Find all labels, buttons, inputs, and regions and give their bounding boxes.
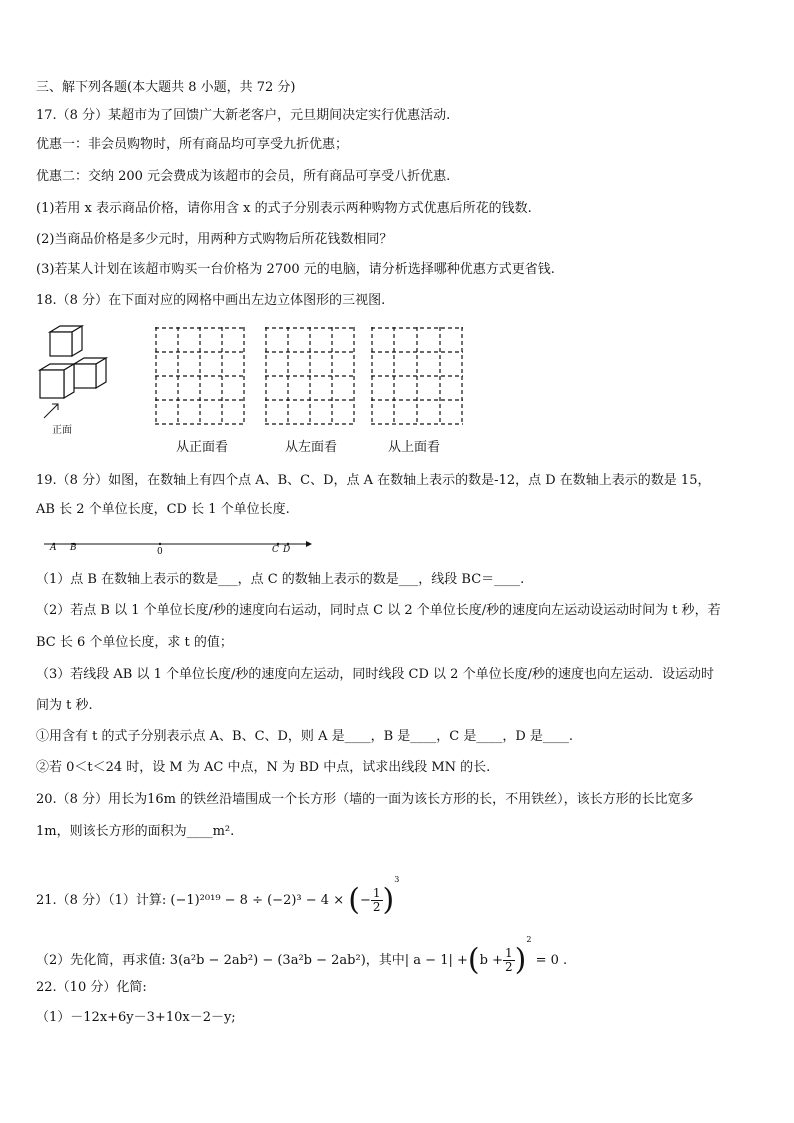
q19-part2-line2: BC 长 6 个单位长度，求 t 的值； (36, 635, 233, 650)
q22-part1: （1）－12x+6y－3+10x－2－y; (36, 1010, 236, 1025)
q17-part1: (1)若用 x 表示商品价格，请你用含 x 的式子分别表示两种购物方式优惠后所花的钱数. (36, 201, 532, 216)
q17-offer1: 优惠一：非会员购物时，所有商品均可享受九折优惠； (36, 137, 349, 152)
grid-top-view (371, 327, 463, 425)
q22-stem: 22.（10 分）化简: (36, 980, 147, 995)
q21-part2-condition-prefix: ，其中| a − 1| + (365, 953, 468, 968)
point-c-label: C (272, 545, 279, 555)
q17-offer2: 优惠二：交纳 200 元会费成为该超市的会员，所有商品可享受八折优惠. (36, 169, 451, 184)
q18-stem: 18.（8 分）在下面对应的网格中画出左边立体图形的三视图. (36, 293, 386, 308)
q19-part3-line1: （3）若线段 AB 以 1 个单位长度/秒的速度向左运动，同时线段 CD 以 2 个单位长度/秒的速度也向左运动．设运动时 (36, 667, 714, 682)
point-d-label: D (283, 545, 291, 555)
cube-exponent: 3 (394, 875, 400, 884)
label-left-view: 从左面看 (285, 440, 338, 455)
cube-figure (38, 324, 118, 419)
label-front-view: 从正面看 (176, 440, 229, 455)
grid-left-view (265, 327, 355, 425)
q21-part2: （2）先化简，再求值: 3(a²b − 2ab²) − (3a²b − 2ab²)，其中| a − 1| +(b + $\frac{1}{2}$ )$^2$ = 0 . (36, 935, 568, 978)
section-heading: 三、解下列各题(本大题共 8 小题，共 72 分) (36, 80, 296, 95)
q19-part1: （1）点 B 在数轴上表示的数是___，点 C 的数轴上表示的数是___，线段 BC＝____. (36, 572, 525, 587)
q17-part2: (2)当商品价格是多少元时，用两种方式购物后所花钱数相同？ (36, 232, 393, 247)
point-a-label: A (50, 543, 57, 553)
q21-part2-expression: 3(a²b − 2ab²) − (3a²b − 2ab²) (169, 953, 366, 968)
label-top-view: 从上面看 (388, 440, 441, 455)
grid-front-view (155, 327, 245, 425)
q20-line1: 20.（8 分）用长为16m 的铁丝沿墙围成一个长方形（墙的一面为该长方形的长，不用铁丝），该长方形的长比宽多 (36, 792, 694, 807)
q21-part1: 21.（8 分）（1）计算: (−1)²⁰¹⁹ − 8 ÷ (−2)³ − 4 × (− $\frac{1}{2}$ )$^3$ (36, 875, 400, 918)
q20-line2: 1m，则该长方形的面积为____m². (36, 824, 235, 839)
point-b-label: B (70, 543, 77, 553)
fraction-one-half: $\frac{1}{2}$ (372, 886, 381, 914)
square-exponent: 2 (526, 935, 532, 944)
q19-sub1: ①用含有 t 的式子分别表示点 A、B、C、D，则 A 是____，B 是____，C 是____，D 是____. (36, 729, 574, 744)
q21-part2-b: b + (479, 953, 503, 968)
q17-stem: 17.（8 分）某超市为了回馈广大新老客户，元旦期间决定实行优惠活动. (36, 108, 451, 123)
front-marker-label: 正面 (52, 425, 72, 436)
q21-part1-prefix: 21.（8 分）（1）计算: (36, 893, 167, 908)
fraction-one-half-2: $\frac{1}{2}$ (504, 946, 513, 974)
q21-part1-expression: (−1)²⁰¹⁹ − 8 ÷ (−2)³ − 4 × (170, 893, 345, 908)
q19-part2-line1: （2）若点 B 以 1 个单位长度/秒的速度向右运动，同时点 C 以 2 个单位长度/秒的速度向左运动设运动时间为 t 秒，若 (36, 603, 721, 618)
q19-stem-line1: 19.（8 分）如图，在数轴上有四个点 A、B、C、D，点 A 在数轴上表示的数是-12，点 D 在数轴上表示的数是 15， (36, 473, 711, 488)
q17-part3: (3)若某人计划在该超市购买一台价格为 2700 元的电脑，请分析选择哪种优惠方式更省钱. (36, 262, 555, 277)
q21-part2-condition-suffix: = 0 . (535, 953, 568, 968)
zero-label: 0 (157, 547, 163, 557)
q19-stem-line2: AB 长 2 个单位长度，CD 长 1 个单位长度. (36, 502, 290, 517)
q19-part3-line2: 间为 t 秒. (36, 698, 93, 713)
q19-sub2: ②若 0＜t＜24 时，设 M 为 AC 中点，N 为 BD 中点，试求出线段 MN 的长. (36, 760, 491, 775)
q21-part2-prefix: （2）先化简，再求值: (36, 953, 166, 968)
